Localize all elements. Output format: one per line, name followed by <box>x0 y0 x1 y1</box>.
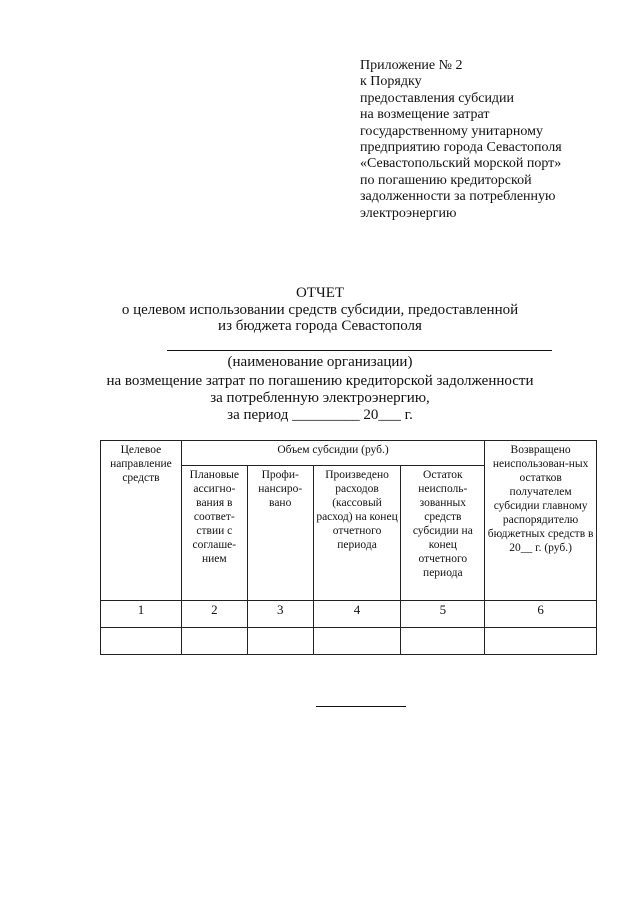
data-cell[interactable] <box>247 628 313 655</box>
appendix-line: предоставления субсидии <box>360 90 515 106</box>
header-remainder: Остаток неисполь-зованных средств субсидии на конец отчетного периода <box>401 466 485 601</box>
appendix-line: государственному унитарному <box>360 123 543 139</box>
report-subtitle-line2: из бюджета города Севастополя <box>218 318 422 334</box>
appendix-line: к Порядку <box>360 74 422 90</box>
appendix-line: на возмещение затрат <box>360 107 490 123</box>
column-number: 6 <box>485 601 597 628</box>
purpose-line1: на возмещение затрат по погашению кредиторской задолженности <box>106 373 534 389</box>
header-subsidy-volume: Объем субсидии (руб.) <box>181 441 484 466</box>
header-returned: Возвращено неиспользован-ных остатков получателем субсидии главному распорядителю бюджетных средств в 20__ г. (руб.) <box>485 441 597 601</box>
column-number: 4 <box>313 601 401 628</box>
column-number: 1 <box>101 601 182 628</box>
organization-name-line <box>167 350 552 351</box>
period-line: за период _________ 20___ г. <box>227 407 413 423</box>
data-cell[interactable] <box>485 628 597 655</box>
purpose-line2: за потребленную электроэнергию, <box>210 390 430 406</box>
column-number: 5 <box>401 601 485 628</box>
appendix-line: задолженности за потребленную <box>360 189 556 205</box>
appendix-line: Приложение № 2 <box>360 58 463 73</box>
appendix-line: по погашению кредиторской <box>360 172 532 188</box>
header-planned: Плановые ассигно-вания в соответ-ствии с соглаше-нием <box>181 466 247 601</box>
header-target-direction: Целевое направление средств <box>101 441 182 601</box>
data-cell[interactable] <box>401 628 485 655</box>
column-number: 2 <box>181 601 247 628</box>
signature-line <box>316 706 406 707</box>
organization-caption: (наименование организации) <box>227 354 413 370</box>
header-expenses: Произведено расходов (кассовый расход) на конец отчетного периода <box>313 466 401 601</box>
appendix-line: «Севастопольский морской порт» <box>360 156 562 172</box>
header-financed: Профи-нансиро-вано <box>247 466 313 601</box>
report-heading: ОТЧЕТ <box>295 285 345 301</box>
appendix-block <box>360 58 630 222</box>
data-cell[interactable] <box>101 628 182 655</box>
data-cell[interactable] <box>313 628 401 655</box>
report-table <box>100 440 597 655</box>
appendix-line: предприятию города Севастополя <box>360 140 562 156</box>
data-cell[interactable] <box>181 628 247 655</box>
appendix-line: электроэнергию <box>360 205 457 221</box>
column-number: 3 <box>247 601 313 628</box>
report-subtitle-line1: о целевом использовании средств субсидии, предоставленной <box>121 302 519 318</box>
